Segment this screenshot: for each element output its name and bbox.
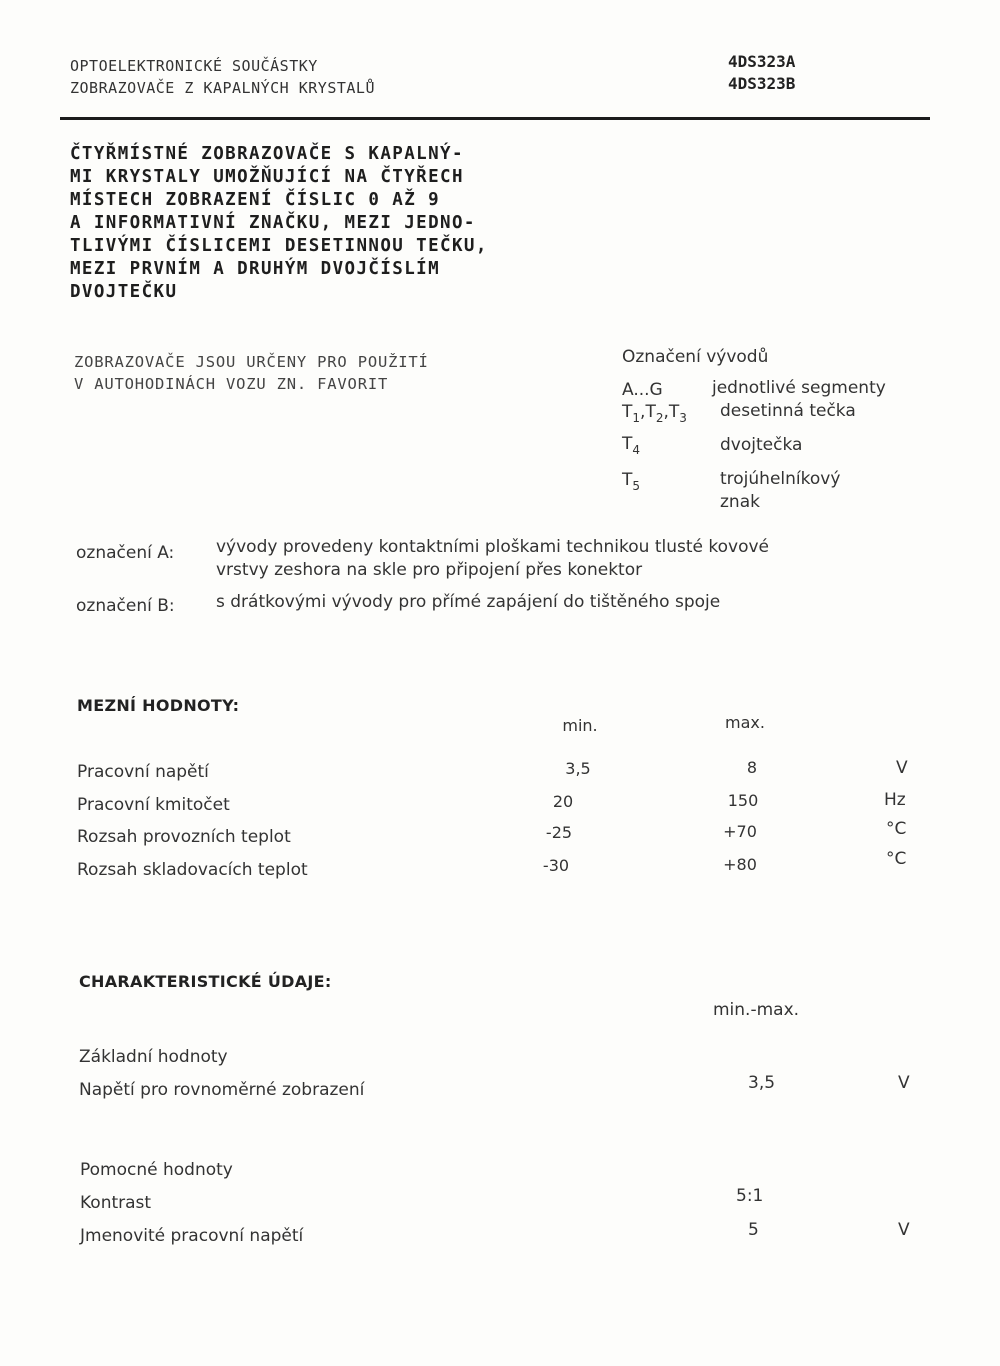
limit-min: 20: [552, 792, 574, 811]
characteristics-heading: CHARAKTERISTICKÉ ÚDAJE:: [79, 972, 332, 991]
pin-desc-triangle: trojúhelníkový: [720, 469, 841, 489]
limit-unit: °C: [886, 819, 907, 839]
variant-a-text-1: vývody provedeny kontaktními ploškami technikou tlusté kovové: [216, 537, 769, 557]
limit-max: +80: [723, 855, 757, 874]
limit-min: -25: [545, 823, 573, 842]
intro-line-2: V AUTOHODINÁCH VOZU ZN. FAVORIT: [74, 375, 389, 393]
title-line: ČTYŘMÍSTNÉ ZOBRAZOVAČE S KAPALNÝ-: [70, 144, 464, 164]
header-divider: [60, 117, 930, 120]
limit-unit: Hz: [884, 790, 906, 810]
limit-label: Pracovní kmitočet: [77, 795, 230, 815]
limit-max: 150: [727, 791, 759, 810]
pin-subscript: 5: [632, 479, 641, 493]
pin-letter: T: [622, 402, 633, 422]
limit-label: Rozsah skladovacích teplot: [77, 860, 308, 880]
pin-subscript: 3: [679, 411, 687, 425]
pin-desc-colon: dvojtečka: [720, 435, 803, 455]
limit-unit: V: [896, 758, 908, 778]
pin-key-colon: [622, 434, 641, 457]
title-block: [70, 143, 488, 304]
basic-heading: Základní hodnoty: [79, 1047, 228, 1067]
pin-key-triangle: [622, 470, 641, 493]
variant-b-text-1: s drátkovými vývody pro přímé zapájení do tištěného spoje: [216, 592, 721, 612]
limits-col-max: max.: [725, 713, 765, 732]
pin-subscript: 4: [632, 443, 641, 457]
pin-letter: T: [622, 470, 633, 490]
basic-unit: V: [898, 1073, 910, 1093]
pin-key-decimal: $T_1,T_2,T_3$: [622, 402, 687, 425]
title-line: TLIVÝMI ČÍSLICEMI DESETINNOU TEČKU,: [70, 236, 488, 256]
limits-heading: MEZNÍ HODNOTY:: [77, 696, 240, 715]
variant-a-text-2: vrstvy zeshora na skle pro připojení přes konektor: [216, 560, 643, 580]
limit-label: Pracovní napětí: [77, 762, 209, 782]
limit-max: 8: [746, 758, 758, 777]
header-category: OPTOELEKTRONICKÉ SOUČÁSTKY: [70, 57, 318, 75]
limit-max: +70: [723, 822, 757, 841]
intro-line-1: ZOBRAZOVAČE JSOU URČENY PRO POUŽITÍ: [74, 353, 429, 371]
limit-min: -30: [542, 856, 570, 875]
title-line: MEZI PRVNÍM A DRUHÝM DVOJČÍSLÍM: [70, 259, 441, 279]
pin-key-segments: A...G: [622, 380, 663, 400]
title-line: MÍSTECH ZOBRAZENÍ ČÍSLIC 0 AŽ 9: [70, 190, 441, 210]
header-subcategory: ZOBRAZOVAČE Z KAPALNÝCH KRYSTALŮ: [70, 79, 375, 97]
variant-b-label: označení B:: [76, 596, 175, 616]
contrast-label: Kontrast: [80, 1193, 152, 1213]
contrast-value: 5:1: [736, 1186, 764, 1206]
aux-heading: Pomocné hodnoty: [80, 1160, 233, 1180]
basic-value: 3,5: [748, 1073, 776, 1093]
part-code-a: 4DS323A: [728, 52, 796, 71]
pins-heading: Označení vývodů: [622, 347, 769, 367]
nominal-unit: V: [898, 1220, 910, 1240]
nominal-label: Jmenovité pracovní napětí: [80, 1226, 304, 1246]
characteristics-col: min.-max.: [713, 1000, 800, 1020]
nominal-value: 5: [748, 1220, 759, 1240]
pin-letter: T: [622, 434, 633, 454]
pin-letter: T: [668, 402, 680, 422]
variant-a-label: označení A:: [76, 543, 175, 563]
title-line: DVOJTEČKU: [70, 282, 178, 302]
title-line: A INFORMATIVNÍ ZNAČKU, MEZI JEDNO-: [70, 213, 476, 233]
limit-label: Rozsah provozních teplot: [77, 827, 291, 847]
title-line: MI KRYSTALY UMOŽŇUJÍCÍ NA ČTYŘECH: [70, 167, 464, 187]
limits-col-min: min.: [562, 716, 598, 735]
pin-letter: T: [645, 402, 656, 422]
pin-desc-triangle-2: znak: [720, 492, 760, 512]
basic-label: Napětí pro rovnoměrné zobrazení: [79, 1080, 365, 1100]
part-code-b: 4DS323B: [728, 74, 796, 93]
pin-desc-decimal: desetinná tečka: [720, 401, 856, 421]
pin-subscript: 2: [655, 411, 664, 425]
limit-min: 3,5: [565, 759, 591, 778]
pin-subscript: 1: [632, 411, 641, 425]
limit-unit: °C: [886, 849, 907, 869]
pin-desc-segments: jednotlivé segmenty: [712, 378, 886, 398]
